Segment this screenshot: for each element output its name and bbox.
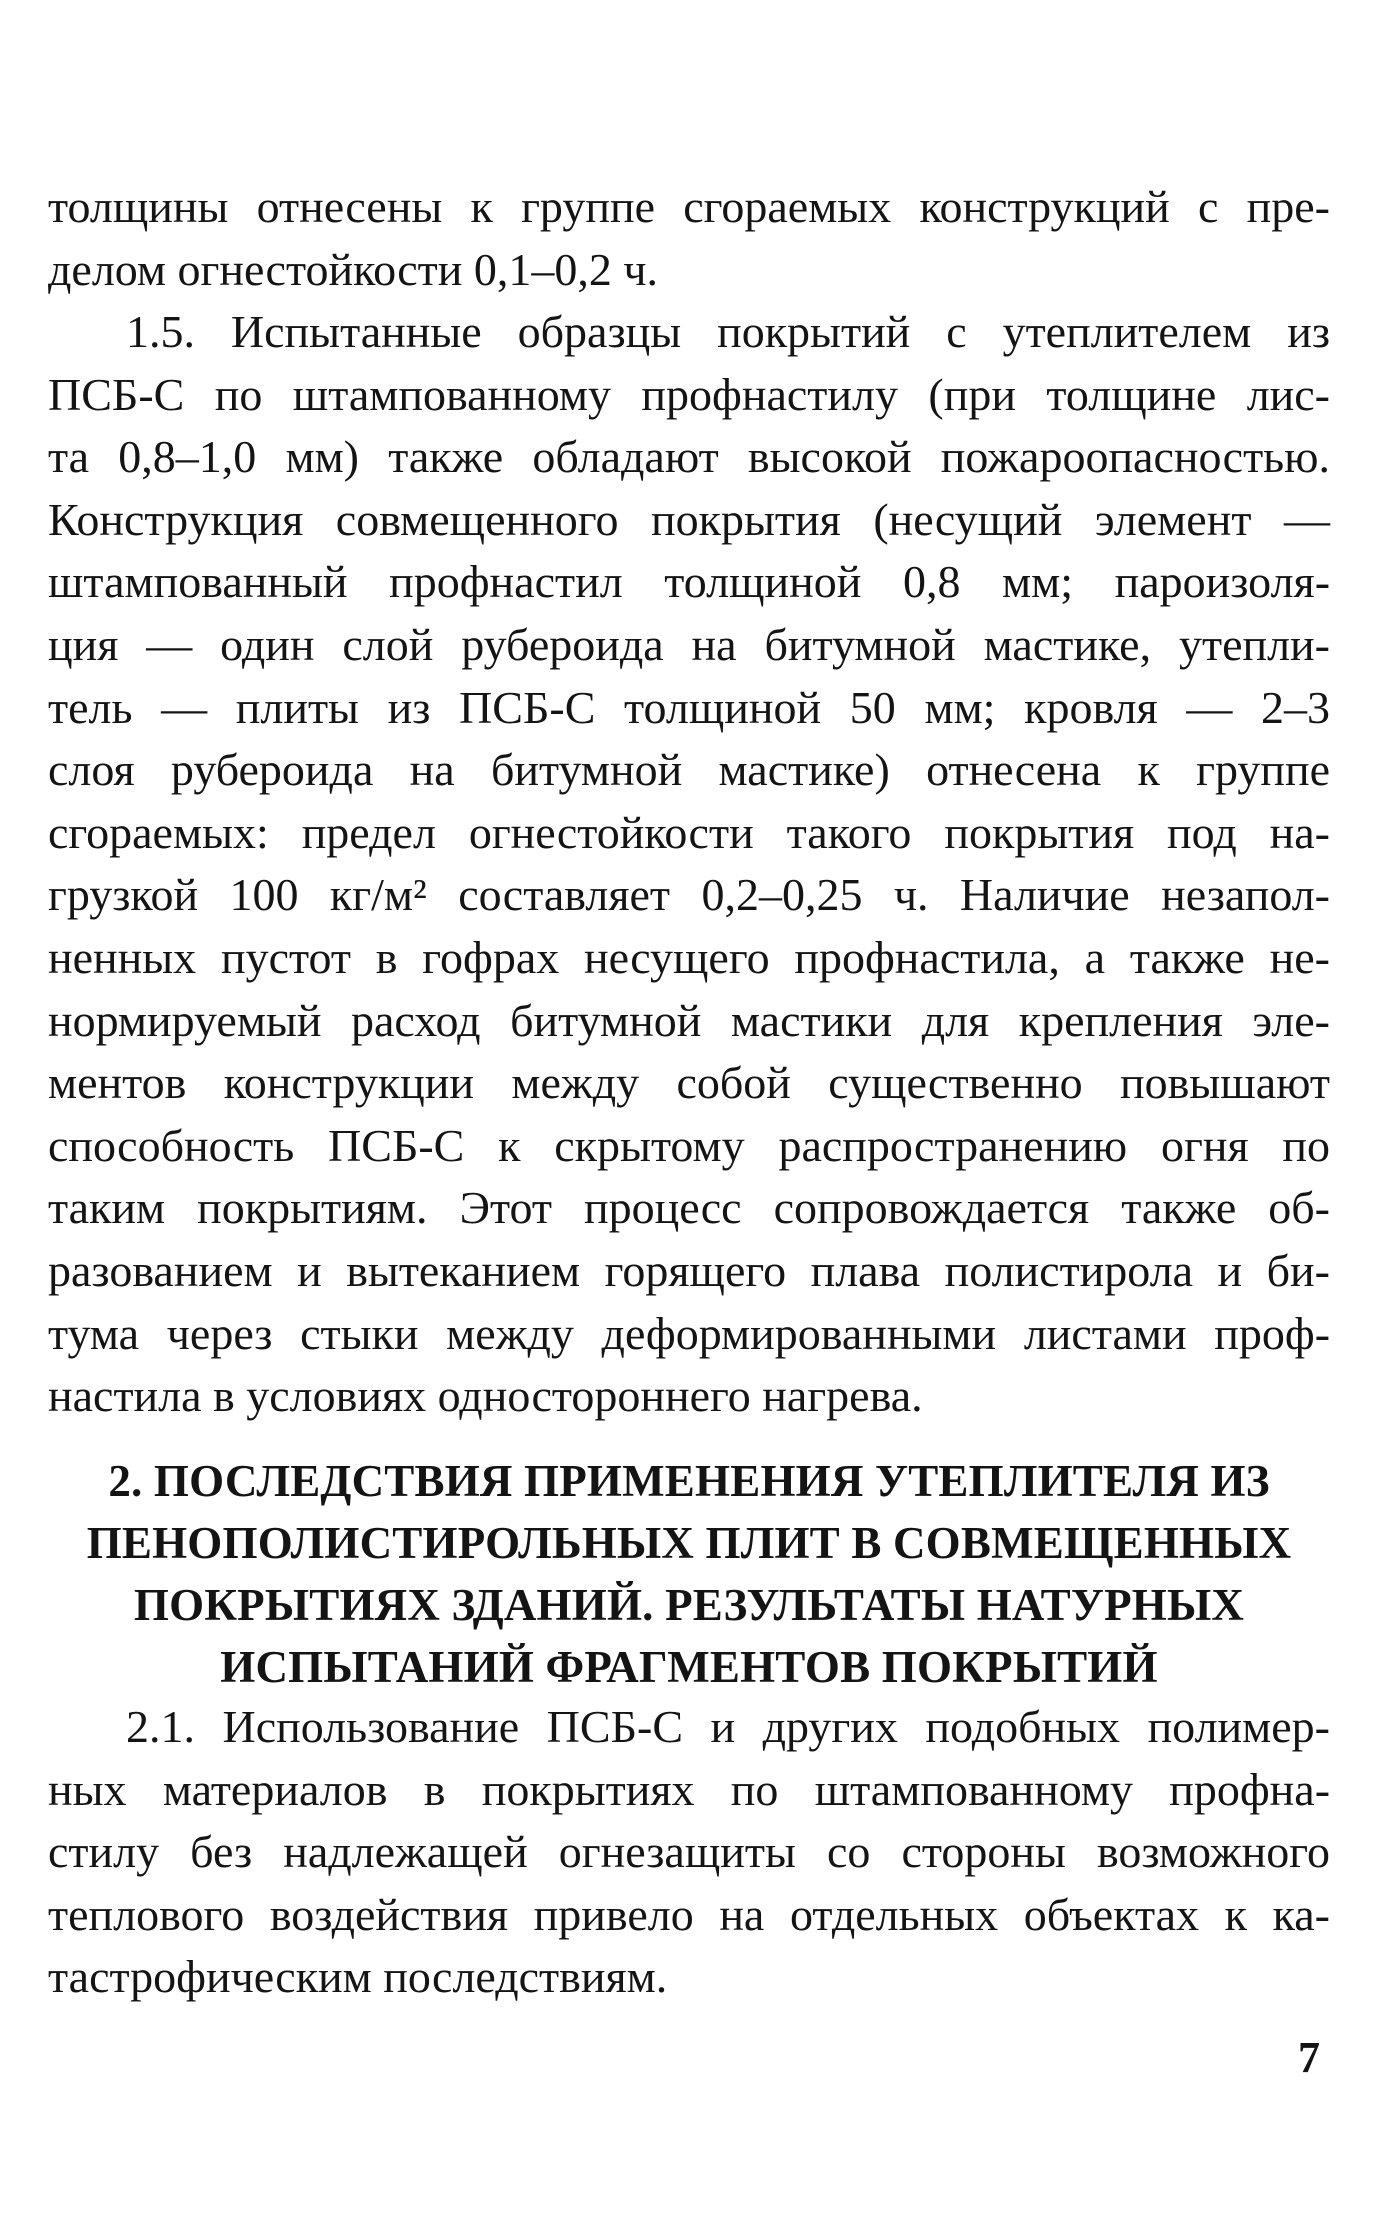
text-line: 1.5. Испытанные образцы покрытий с утеплителем из [126,306,1330,357]
text-line: таким покрытиям. Этот процесс сопровождается также об- [48,1182,1330,1234]
text-line: тастрофическим последствиям. [48,1951,668,2003]
text-line: ненных пустот в гофрах несущего профнастила, а также не- [48,931,1330,983]
text-line: ных материалов в покрытиях по штампованному профна- [48,1763,1331,1815]
text-line: толщины отнесены к группе сгораемых конструкций с пре- [48,181,1331,232]
text-line: слоя рубероида на битумной мастике) отнесена к группе [48,744,1330,796]
text-line: нормируемый расход битумной мастики для крепления эле- [48,994,1330,1046]
paragraph-1-5 [48,301,1330,1428]
section-heading [48,1450,1330,1698]
heading-line: ПОКРЫТИЯХ ЗДАНИЙ. РЕЗУЛЬТАТЫ НАТУРНЫХ [133,1580,1245,1630]
text-line: настила в условиях одностороннего нагрева. [48,1370,923,1422]
text-line: разованием и вытеканием горящего плава полистирола и би- [48,1244,1330,1296]
text-line: теплового воздействия привело на отдельных объектах к ка- [48,1888,1330,1940]
text-line: тель — плиты из ПСБ-С толщиной 50 мм; кровля — 2–3 [48,681,1330,733]
text-line: сгораемых: предел огнестойкости такого покрытия под на- [48,806,1330,858]
text-line: та 0,8–1,0 мм) также обладают высокой пожароопасностью. [48,431,1331,483]
text-line: штампованный профнастил толщиной 0,8 мм; пароизоля- [48,556,1331,608]
text-line: 2.1. Использование ПСБ-С и других подобных полимер- [126,1701,1330,1752]
heading-line: 2. ПОСЛЕДСТВИЯ ПРИМЕНЕНИЯ УТЕПЛИТЕЛЯ ИЗ [108,1456,1270,1506]
text-line: способность ПСБ-С к скрытому распространению огня по [48,1119,1330,1171]
text-line: стилу без надлежащей огнезащиты со стороны возможного [48,1826,1331,1878]
text-line: ция — один слой рубероида на битумной мастике, утепли- [48,618,1330,670]
text-line: делом огнестойкости 0,1–0,2 ч. [48,243,659,295]
text-line: тума через стыки между деформированными листами проф- [48,1307,1331,1359]
text-line: Конструкция совмещенного покрытия (несущий элемент — [48,493,1330,545]
text-line: ПСБ-С по штампованному профнастилу (при толщине лис- [48,368,1331,420]
page-number: 7 [1298,2033,1320,2082]
heading-line: ПЕНОПОЛИСТИРОЛЬНЫХ ПЛИТ В СОВМЕЩЕННЫХ [86,1518,1292,1568]
heading-line: ИСПЫТАНИЙ ФРАГМЕНТОВ ПОКРЫТИЙ [220,1642,1158,1692]
paragraph-2-1 [48,1696,1330,2009]
text-line: ментов конструкции между собой существенно повышают [48,1057,1330,1109]
paragraph-continuation [48,176,1330,301]
text-line: грузкой 100 кг/м² составляет 0,2–0,25 ч. Наличие незапол- [48,869,1330,921]
